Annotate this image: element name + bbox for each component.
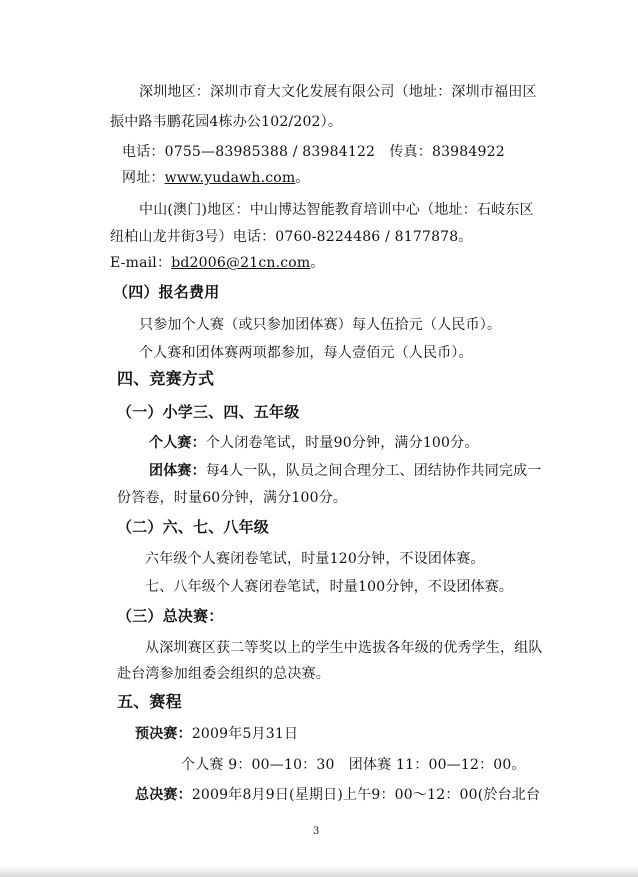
email-end: 。 bbox=[310, 255, 325, 271]
shenzhen-contact-line: 深圳地区：深圳市育大文化发展有限公司（地址：深圳市福田区 bbox=[139, 84, 537, 100]
prelim-label: 预决赛： bbox=[135, 726, 192, 742]
website-link[interactable]: www.yudawh.com bbox=[164, 170, 296, 186]
team-text: 每4人一队，队员之间合理分工、团结协作共同完成一 bbox=[205, 463, 542, 479]
final-text: 2009年8月9日(星期日)上午9：00～12：00(於台北台 bbox=[191, 787, 541, 803]
section4-heading: 四、竞赛方式 bbox=[117, 369, 215, 388]
prelim-times-line: 个人赛 9：00—10：30 团体赛 11：00—12：00。 bbox=[181, 757, 526, 773]
section5-heading: 五、赛程 bbox=[117, 692, 182, 711]
final-line-1: 从深圳赛区获二等奖以上的学生中选拔各年级的优秀学生，组队 bbox=[145, 640, 543, 656]
section4-sub2-heading: （二）六、七、八年级 bbox=[117, 518, 270, 536]
final-label: 总决赛： bbox=[135, 787, 192, 803]
phone-fax-line: 电话：0755—83985388 / 83984122 传真：83984922 bbox=[122, 144, 505, 160]
website-end: 。 bbox=[295, 170, 310, 186]
fee-item: 个人赛和团体赛两项都参加，每人壹佰元（人民币）。 bbox=[139, 345, 473, 361]
team-line-2: 份答卷，时量60分钟，满分100分。 bbox=[117, 490, 348, 506]
zhongshan-address-line: 纽柏山龙井街3号）电话：0760-8224486 / 8177878。 bbox=[110, 229, 473, 245]
final-schedule-line bbox=[135, 786, 540, 804]
website-label: 网址： bbox=[122, 170, 165, 186]
prelim-line bbox=[135, 725, 298, 743]
email-line bbox=[110, 254, 325, 272]
fee-item: 只参加个人赛（或只参加团体赛）每人伍拾元（人民币）。 bbox=[139, 317, 502, 333]
individual-line bbox=[149, 434, 479, 452]
individual-text: 个人闭卷笔试，时量90分钟，满分100分。 bbox=[205, 435, 479, 451]
section4-sub3-heading: （三）总决赛： bbox=[117, 607, 224, 625]
shenzhen-address-line: 振中路韦鹏花园4栋办公102/202）。 bbox=[110, 114, 343, 130]
fees-heading: （四）报名费用 bbox=[113, 283, 220, 301]
individual-label: 个人赛： bbox=[149, 435, 206, 451]
grade6-line: 六年级个人赛闭卷笔试，时量120分钟，不设团体赛。 bbox=[145, 551, 485, 567]
email-link[interactable]: bd2006@21cn.com bbox=[171, 255, 311, 271]
section4-sub1-heading: （一）小学三、四、五年级 bbox=[117, 403, 300, 421]
team-label: 团体赛： bbox=[149, 463, 206, 479]
website-line bbox=[122, 169, 310, 187]
scan-bottom-edge bbox=[0, 866, 638, 877]
email-label: E-mail： bbox=[110, 255, 172, 271]
prelim-date: 2009年5月31日 bbox=[191, 726, 299, 742]
page-number: 3 bbox=[313, 826, 320, 837]
final-line-2: 赴台湾参加组委会组织的总决赛。 bbox=[117, 666, 330, 682]
grade78-line: 七、八年级个人赛闭卷笔试，时量100分钟，不设团体赛。 bbox=[145, 579, 514, 595]
team-line bbox=[149, 462, 542, 480]
zhongshan-contact-line: 中山(澳门)地区：中山博达智能教育培训中心（地址：石岐东区 bbox=[139, 202, 534, 218]
